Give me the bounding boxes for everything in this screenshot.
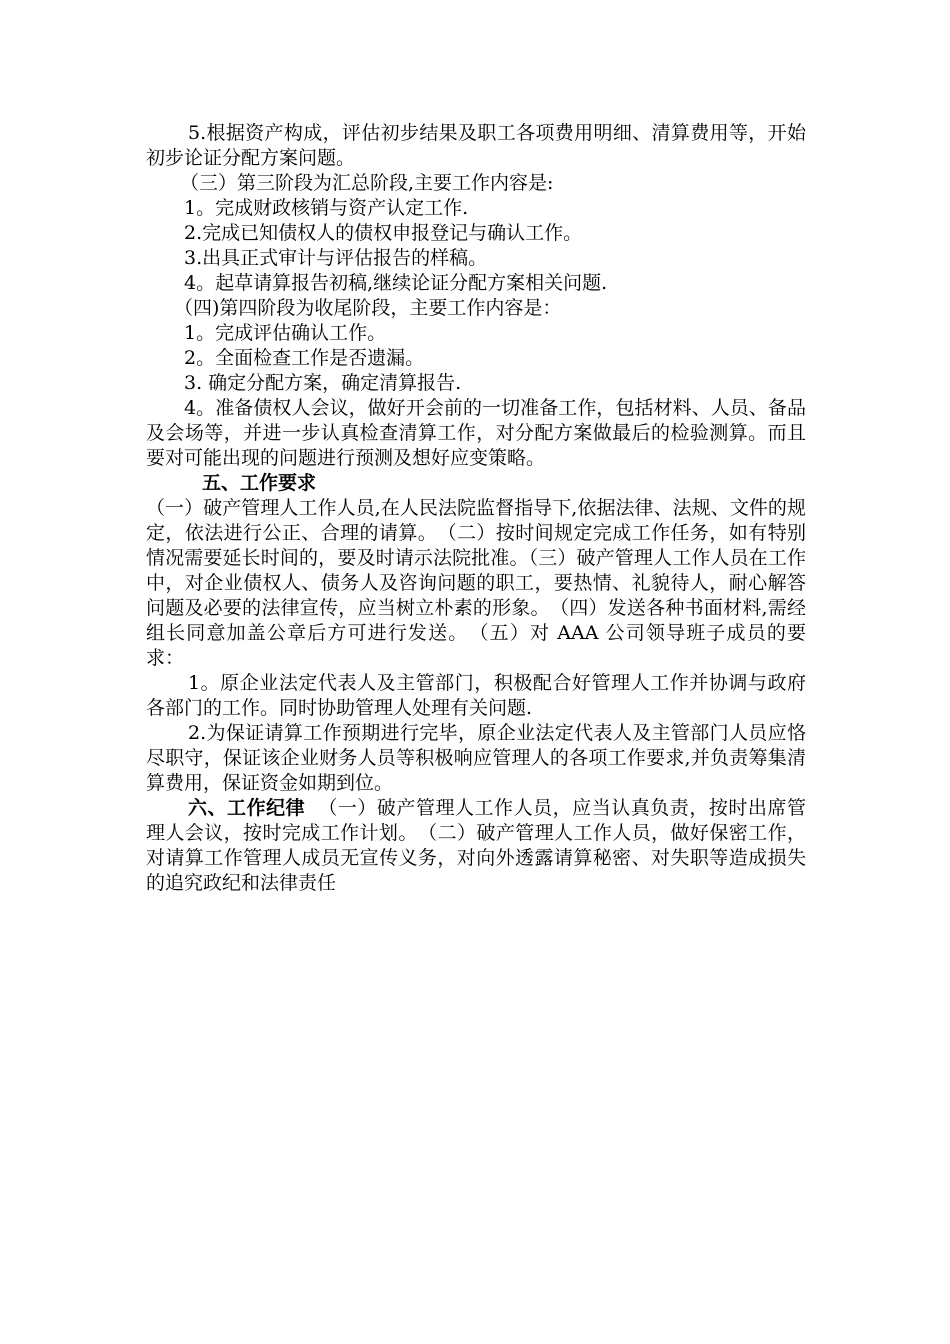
section6-paragraph <box>146 796 806 896</box>
stage3-item-1: 1。完成财政核销与资产认定工作. <box>184 197 469 219</box>
stage3-item-2: 2.完成已知债权人的债权申报登记与确认工作。 <box>184 222 583 244</box>
stage4-item-4: 4。准备债权人会议，做好开会前的一切准备工作，包括材料、人员、备品及会场等，并进一步认真检查清算工作，对分配方案做最后的检验测算。而且要对可能出现的问题进行预测及想好应变策略。 <box>146 397 806 469</box>
section5-heading: 五、工作要求 <box>202 472 317 494</box>
stage4-item-2: 2。全面检查工作是否遗漏。 <box>184 347 425 369</box>
stage4-item-3: 3. 确定分配方案，确定清算报告. <box>184 372 462 394</box>
section5-item-1: 1。原企业法定代表人及主管部门，积极配合好管理人工作并协调与政府各部门的工作。同时协助管理人处理有关问题. <box>146 672 806 719</box>
stage4-title: （四)第四阶段为收尾阶段，主要工作内容是： <box>174 297 562 319</box>
stage3-item-4: 4。起草请算报告初稿,继续论证分配方案相关问题. <box>184 272 608 294</box>
stage2-item-5: 5.根据资产构成，评估初步结果及职工各项费用明细、清算费用等，开始初步论证分配方案问题。 <box>146 122 806 169</box>
section5-item-2: 2.为保证请算工作预期进行完毕，原企业法定代表人及主管部门人员应恪尽职守，保证该企业财务人员等积极响应管理人的各项工作要求,并负责筹集清算费用，保证资金如期到位。 <box>146 722 806 794</box>
section6-heading: 六、工作纪律 <box>188 797 306 819</box>
section5-body: （一）破产管理人工作人员,在人民法院监督指导下,依据法律、法规、文件的规定，依法进行公正、合理的请算。 （二）按时间规定完成工作任务，如有特别情况需要延长时间的，要及时请示法院批准。（三）破产管理人工作人员在工作中，对企业债权人、债务人及咨询问题的职工，要热情、礼貌待人，耐心解答问题及必要的法律宣传，应当树立朴素的形象。 （四）发送各种书面材料,需经组长同意加盖公章后方可进行发送。 （五）对 AAA 公司领导班子成员的要求： <box>146 497 806 669</box>
stage3-title: （三）第三阶段为汇总阶段,主要工作内容是: <box>180 172 554 194</box>
stage4-item-1: 1。完成评估确认工作。 <box>184 322 387 344</box>
stage3-item-3: 3.出具正式审计与评估报告的样稿。 <box>184 247 488 269</box>
document-page <box>146 121 806 896</box>
section6-body: （一）破产管理人工作人员，应当认真负责，按时出席管理人会议，按时完成工作计划。 （二）破产管理人工作人员，做好保密工作，对请算工作管理人成员无宣传义务，对向外透露请算秘密、对失职等造成损失的追究政纪和法律责任 <box>146 797 806 894</box>
